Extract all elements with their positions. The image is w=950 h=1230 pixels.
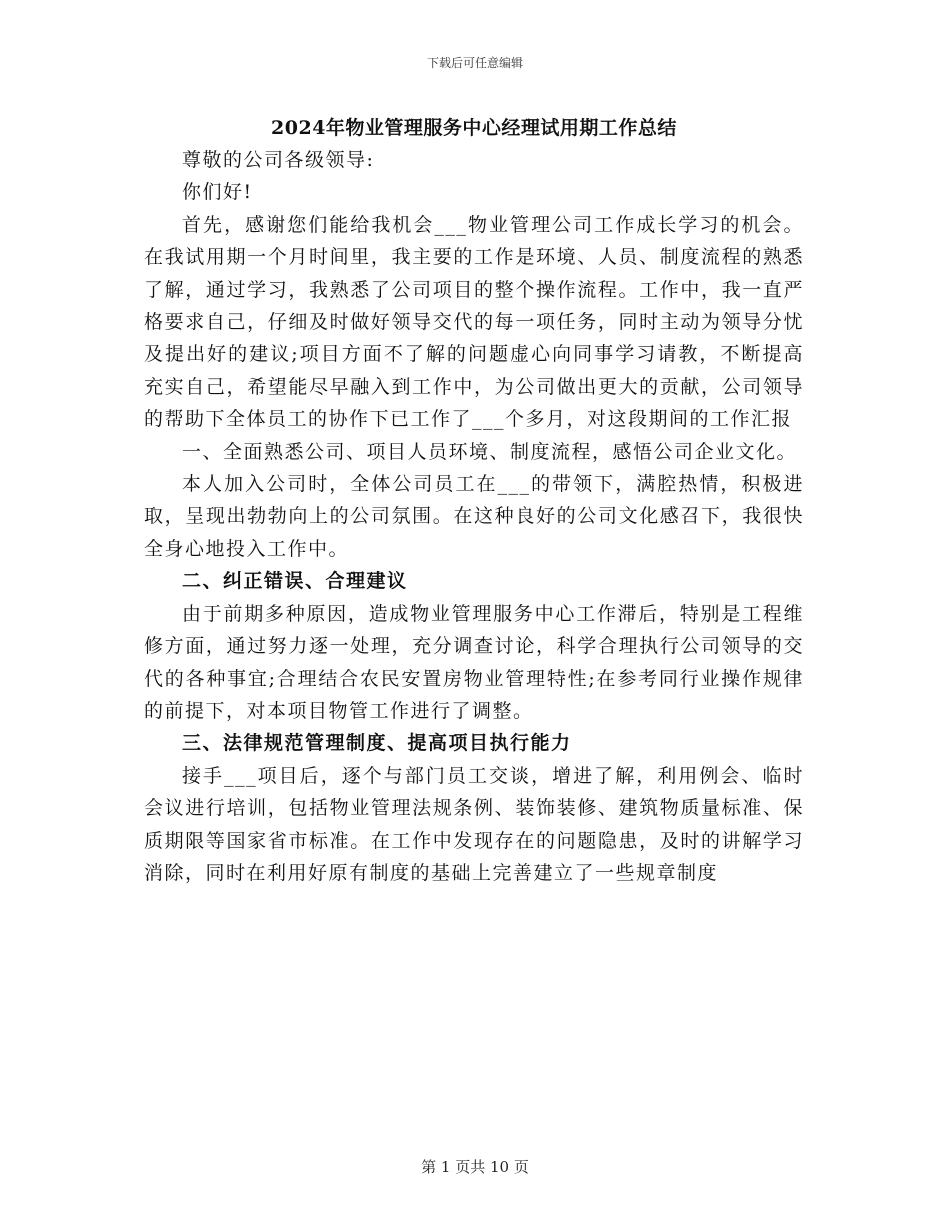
paragraph-intro: 首先，感谢您们能给我机会___物业管理公司工作成长学习的机会。在我试用期一个月时间里，我主要的工作是环境、人员、制度流程的熟悉了解，通过学习，我熟悉了公司项目的整个操作流程。工作中，我一直严格要求自己，仔细及时做好领导交代的每一项任务，同时主动为领导分忧及提出好的建议;项目方面不了解的问题虚心向同事学习请教，不断提高充实自己，希望能尽早融入到工作中，为公司做出更大的贡献，公司领导的帮助下全体员工的协作下已工作了___个多月，对这段期间的工作汇报 [144,213,804,431]
paragraph-section-3: 接手___项目后，逐个与部门员工交谈，增进了解，利用例会、临时会议进行培训，包括物业管理法规条例、装饰装修、建筑物质量标准、保质期限等国家省市标准。在工作中发现存在的问题隐患，及时的讲解学习消除，同时在利用好原有制度的基础上完善建立了一些规章制度 [144,764,804,884]
header-note: 下载后可任意编辑 [426,56,523,70]
paragraph-section-2: 由于前期多种原因，造成物业管理服务中心工作滞后，特别是工程维修方面，通过努力逐一处理，充分调查讨论，科学合理执行公司领导的交代的各种事宜;合理结合农民安置房物业管理特性;在参考同行业操作规律的前提下，对本项目物管工作进行了调整。 [144,602,804,722]
page-number: 第 1 页共 10 页 [421,1158,529,1176]
document-title: 2024年物业管理服务中心经理试用期工作总结 [271,117,677,139]
paragraph-salutation: 尊敬的公司各级领导: [182,149,375,171]
section-heading-3: 三、法律规范管理制度、提高项目执行能力 [182,732,572,755]
section-heading-2: 二、纠正错误、合理建议 [182,570,408,593]
paragraph-section-1: 本人加入公司时，全体公司员工在___的带领下，满腔热情，积极进取，呈现出勃勃向上的公司氛围。在这种良好的公司文化感召下，我很快全身心地投入工作中。 [144,473,804,560]
section-heading-1: 一、全面熟悉公司、项目人员环境、制度流程，感悟公司企业文化。 [182,440,798,463]
paragraph-greeting: 你们好! [182,181,253,204]
document-body [144,112,804,889]
